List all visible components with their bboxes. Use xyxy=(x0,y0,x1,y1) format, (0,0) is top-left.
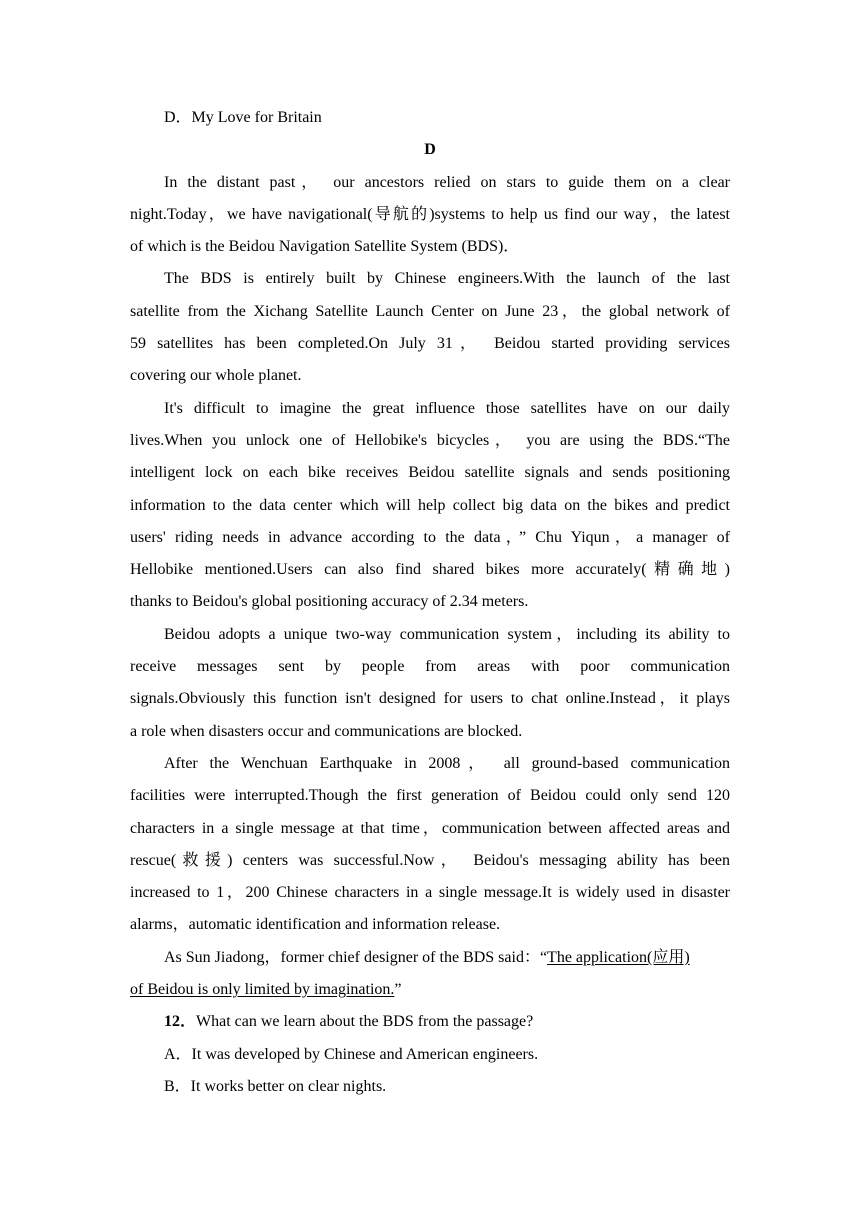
paragraph-line: satellite from the Xichang Satellite Launch Center on June 23，the global network of xyxy=(130,302,730,320)
paragraph-line: of which is the Beidou Navigation Satellite System (BDS)． xyxy=(130,238,520,256)
paragraph-line: a role when disasters occur and communications are blocked. xyxy=(130,722,523,740)
question-12 xyxy=(130,1006,730,1038)
paragraph-line: information to the data center which will help collect big data on the bikes and predict xyxy=(130,496,730,514)
paragraph-line: lives.When you unlock one of Hellobike's bicycles， you are using the BDS.“The xyxy=(130,431,730,449)
paragraph-line: facilities were interrupted.Though the first generation of Beidou could only send 120 xyxy=(130,787,730,805)
paragraph-line: The BDS is entirely built by Chinese engineers.With the launch of the last xyxy=(164,270,730,288)
question-text: What can we learn about the BDS from the passage? xyxy=(196,1013,534,1031)
option-b: B．It works better on clear nights. xyxy=(164,1077,387,1095)
paragraph-line: rescue(救援) centers was successful.Now， Beidou's messaging ability has been xyxy=(130,851,730,869)
paragraph-line: covering our whole planet. xyxy=(130,367,302,385)
paragraph-line xyxy=(130,974,730,1006)
paragraph-1 xyxy=(130,167,730,264)
paragraph-line: signals.Obviously this function isn't designed for users to chat online.Instead，it plays xyxy=(130,690,730,708)
option-a: A．It was developed by Chinese and American engineers. xyxy=(164,1045,539,1063)
paragraph-line: characters in a single message at that time，communication between affected areas and xyxy=(130,819,730,837)
quote-intro: As Sun Jiadong，former chief designer of the BDS said：“ xyxy=(164,948,548,966)
underlined-quote-part-2: of Beidou is only limited by imagination. xyxy=(130,981,395,999)
paragraph-line: Beidou adopts a unique two-way communication system，including its ability to xyxy=(164,625,730,643)
paragraph-4 xyxy=(130,619,730,748)
question-number: 12． xyxy=(164,1013,197,1031)
document-content xyxy=(130,102,730,1103)
quote-close: ” xyxy=(394,981,402,999)
paragraph-3 xyxy=(130,393,730,619)
section-heading: D xyxy=(424,141,436,159)
paragraph-line: 59 satellites has been completed.On July 31， Beidou started providing services xyxy=(130,335,730,353)
paragraph-2 xyxy=(130,263,730,392)
paragraph-line: thanks to Beidou's global positioning accuracy of 2.34 meters. xyxy=(130,593,529,611)
paragraph-line: It's difficult to imagine the great influence those satellites have on our daily xyxy=(164,399,730,417)
paragraph-line: users' riding needs in advance according to the data，” Chu Yiqun，a manager of xyxy=(130,528,730,546)
paragraph-line: After the Wenchuan Earthquake in 2008， all ground-based communication xyxy=(164,754,730,772)
paragraph-line: Hellobike mentioned.Users can also find shared bikes more accurately(精确地) xyxy=(130,561,730,579)
previous-question-option-d: D．My Love for Britain xyxy=(164,109,322,126)
paragraph-6 xyxy=(130,942,730,1007)
paragraph-5 xyxy=(130,748,730,942)
paragraph-line xyxy=(130,942,730,974)
paragraph-line: alarms，automatic identification and information release. xyxy=(130,916,501,934)
underlined-quote-part-1: The application(应用) xyxy=(547,948,690,966)
paragraph-line: intelligent lock on each bike receives Beidou satellite signals and sends positioning xyxy=(130,464,730,482)
paragraph-line: increased to 1，200 Chinese characters in a single message.It is widely used in disaster xyxy=(130,884,730,902)
paragraph-line: receive messages sent by people from areas with poor communication xyxy=(130,658,730,676)
paragraph-line: night.Today，we have navigational(导航的)systems to help us find our way，the latest xyxy=(130,205,730,223)
paragraph-line: In the distant past， our ancestors relied on stars to guide them on a clear xyxy=(164,173,730,191)
